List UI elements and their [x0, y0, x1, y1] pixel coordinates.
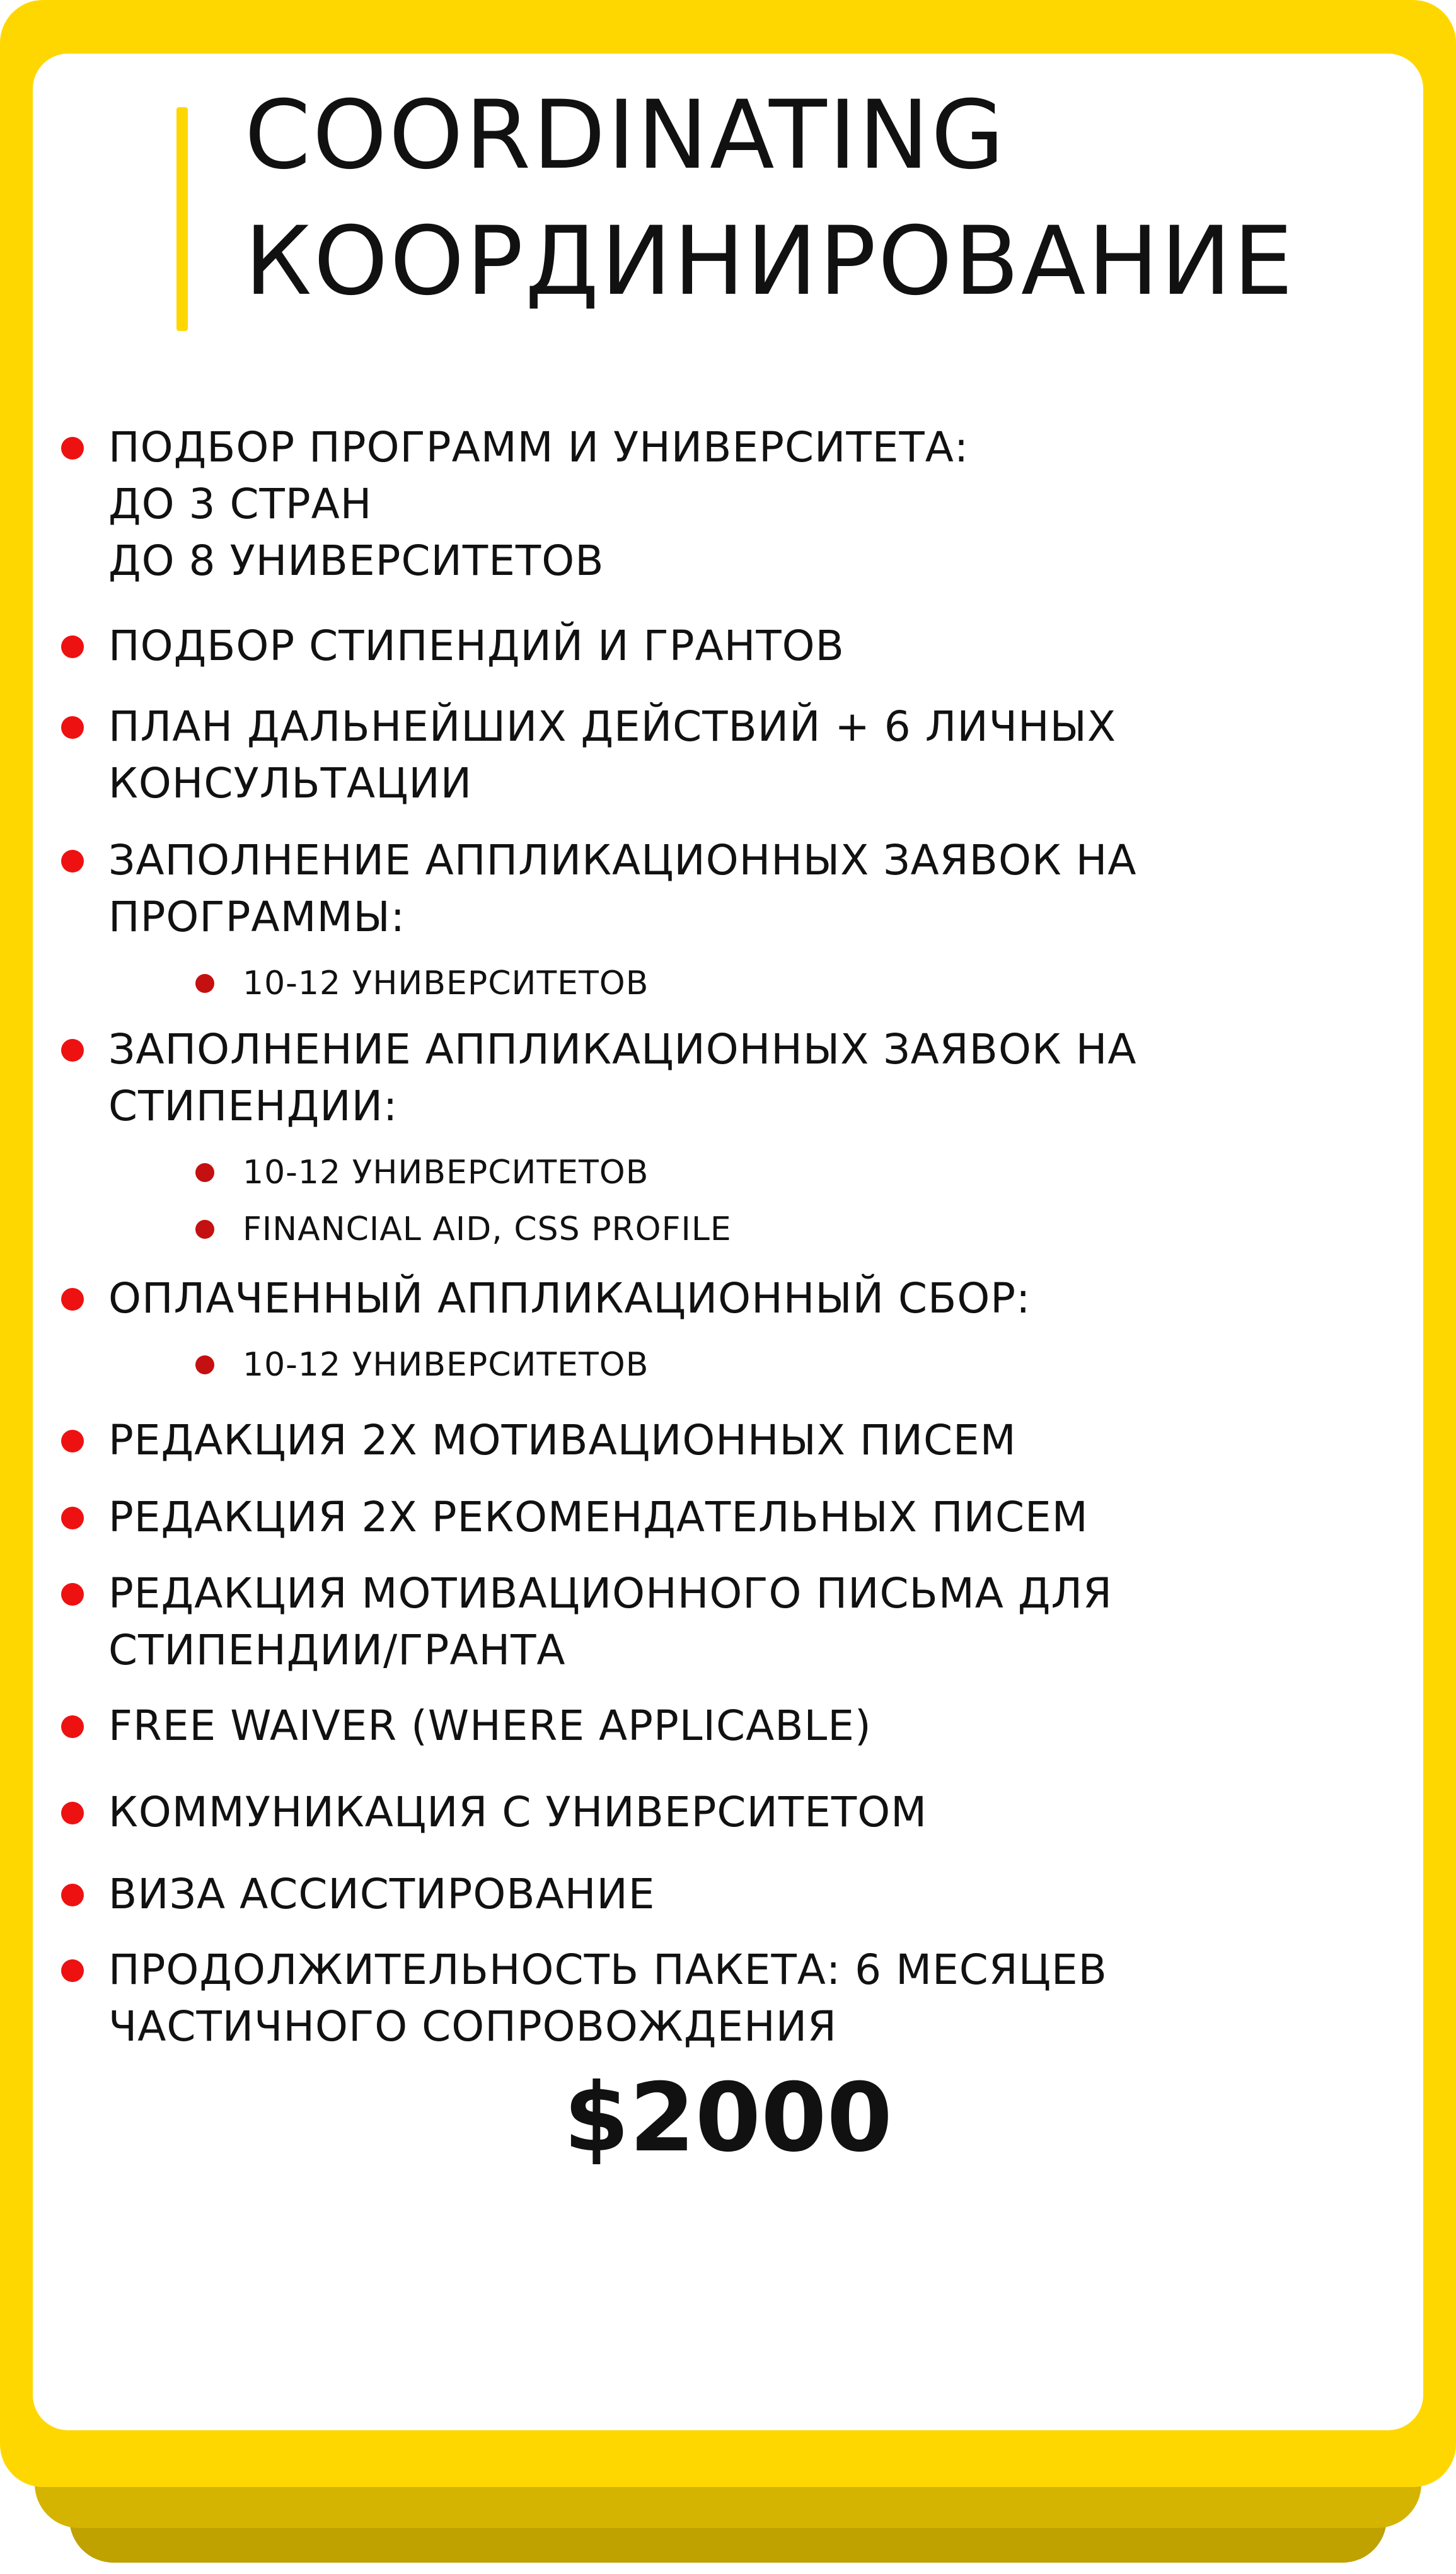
feature-sub-text: 10-12 УНИВЕРСИТЕТОВ [243, 1346, 649, 1384]
title-russian: КООРДИНИРОВАНИЕ [245, 207, 1295, 316]
feature-item [108, 419, 1388, 589]
feature-text: ОПЛАЧЕННЫЙ АППЛИКАЦИОННЫЙ СБОР: [108, 1274, 1031, 1323]
feature-sub-item [243, 961, 1377, 1006]
sub-bullet-icon [195, 1355, 214, 1374]
bullet-icon [61, 1802, 84, 1824]
feature-item [108, 1698, 1388, 1754]
feature-item [108, 1866, 1388, 1923]
sub-bullet-icon [195, 1163, 214, 1182]
feature-text: ПЛАН ДАЛЬНЕЙШИХ ДЕЙСТВИЙ + 6 ЛИЧНЫХ КОНСУЛЬТАЦИИ [108, 702, 1117, 808]
bullet-icon [61, 850, 84, 872]
feature-text: ПОДБОР СТИПЕНДИЙ И ГРАНТОВ [108, 622, 845, 670]
feature-item [108, 618, 1388, 675]
title-accent-bar [176, 107, 188, 331]
feature-item [108, 1489, 1388, 1546]
bullet-icon [61, 635, 84, 658]
feature-text: КОММУНИКАЦИЯ С УНИВЕРСИТЕТОМ [108, 1788, 928, 1836]
bullet-icon [61, 1884, 84, 1906]
bullet-icon [61, 1715, 84, 1738]
bullet-icon [61, 1583, 84, 1606]
bullet-icon [61, 1039, 84, 1062]
feature-item [108, 1021, 1388, 1135]
bullet-icon [61, 1430, 84, 1452]
feature-sub-item [243, 1207, 1377, 1251]
bullet-icon [61, 1288, 84, 1311]
bullet-icon [61, 716, 84, 739]
feature-item [108, 1270, 1388, 1327]
feature-sub-text: FINANCIAL AID, CSS PROFILE [243, 1210, 732, 1248]
feature-text: ПОДБОР ПРОГРАММ И УНИВЕРСИТЕТА: ДО 3 СТРАН ДО 8 УНИВЕРСИТЕТОВ [108, 423, 969, 585]
package-price: $2000 [563, 2063, 893, 2173]
feature-item [108, 1784, 1388, 1841]
feature-text: РЕДАКЦИЯ 2Х РЕКОМЕНДАТЕЛЬНЫХ ПИСЕМ [108, 1493, 1089, 1541]
feature-sub-item [243, 1343, 1377, 1387]
sub-bullet-icon [195, 974, 214, 993]
feature-sub-text: 10-12 УНИВЕРСИТЕТОВ [243, 1154, 649, 1191]
feature-text: ПРОДОЛЖИТЕЛЬНОСТЬ ПАКЕТА: 6 МЕСЯЦЕВ ЧАСТИЧНОГО СОПРОВОЖДЕНИЯ [108, 1945, 1107, 2051]
feature-text: РЕДАКЦИЯ 2Х МОТИВАЦИОННЫХ ПИСЕМ [108, 1416, 1017, 1464]
feature-sub-item [243, 1151, 1377, 1195]
feature-item [108, 1412, 1388, 1469]
feature-item [108, 832, 1388, 946]
feature-text: ЗАПОЛНЕНИЕ АППЛИКАЦИОННЫХ ЗАЯВОК НА СТИПЕНДИИ: [108, 1025, 1137, 1130]
bullet-icon [61, 1507, 84, 1529]
feature-text: FREE WAIVER (WHERE APPLICABLE) [108, 1702, 872, 1750]
title-english: COORDINATING [245, 81, 1007, 190]
feature-text: ЗАПОЛНЕНИЕ АППЛИКАЦИОННЫХ ЗАЯВОК НА ПРОГРАММЫ: [108, 836, 1137, 941]
bullet-icon [61, 1959, 84, 1982]
sub-bullet-icon [195, 1220, 214, 1239]
feature-item [108, 699, 1388, 812]
feature-item [108, 1942, 1388, 2055]
feature-text: РЕДАКЦИЯ МОТИВАЦИОННОГО ПИСЬМА ДЛЯ СТИПЕНДИИ/ГРАНТА [108, 1569, 1112, 1674]
feature-item [108, 1565, 1388, 1679]
feature-text: ВИЗА АССИСТИРОВАНИЕ [108, 1870, 656, 1918]
feature-sub-text: 10-12 УНИВЕРСИТЕТОВ [243, 965, 649, 1002]
bullet-icon [61, 437, 84, 460]
